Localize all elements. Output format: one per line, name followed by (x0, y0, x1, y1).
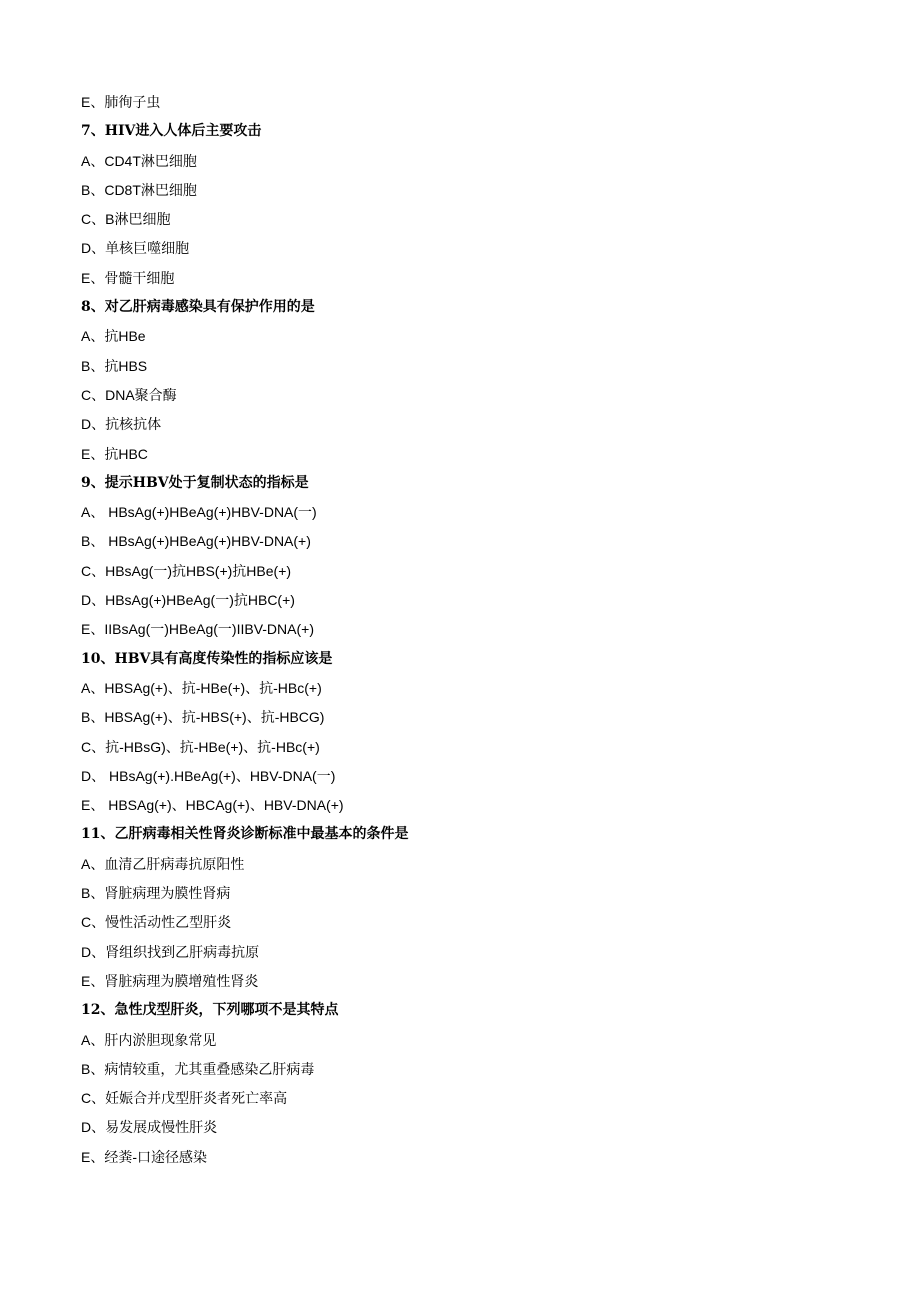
answer-option: A、肝内淤胆现象常见 (81, 1031, 217, 1048)
document-body (81, 88, 861, 1172)
answer-option: E、抗HBC (81, 445, 148, 462)
question-stem: 11、乙肝病毒相关性肾炎诊断标准中最基本的条件是 (81, 826, 409, 843)
answer-option: D、 HBsAg(+).HBeAg(+)、HBV-DNA(一) (81, 767, 336, 784)
answer-option: B、 HBsAg(+)HBeAg(+)HBV-DNA(+) (81, 533, 311, 550)
answer-option: C、DNA聚合酶 (81, 386, 177, 403)
answer-option: C、HBsAg(一)抗HBS(+)抗HBe(+) (81, 562, 292, 579)
answer-option: D、肾组织找到乙肝病毒抗原 (81, 943, 260, 960)
answer-option: B、肾脏病理为膜性肾病 (81, 885, 231, 902)
answer-option: E、骨髓干细胞 (81, 269, 175, 286)
question-stem: 8、对乙肝病毒感染具有保护作用的是 (81, 299, 315, 316)
answer-option: A、CD4T淋巴细胞 (81, 152, 197, 169)
answer-option: A、血清乙肝病毒抗原阳性 (81, 855, 245, 872)
answer-option: B、CD8T淋巴细胞 (81, 181, 197, 198)
answer-option: E、经粪-口途径感染 (81, 1148, 207, 1165)
answer-option: D、单核巨噬细胞 (81, 240, 190, 257)
answer-option: E、IIBsAg(一)HBeAg(一)IIBV-DNA(+) (81, 621, 314, 638)
answer-option: B、抗HBS (81, 357, 148, 374)
answer-option: E、肺徇子虫 (81, 94, 161, 110)
answer-option: D、HBsAg(+)HBeAg(一)抗HBC(+) (81, 592, 295, 609)
answer-option: A、 HBsAg(+)HBeAg(+)HBV-DNA(一) (81, 504, 317, 521)
answer-option: D、抗核抗体 (81, 416, 162, 433)
answer-option: C、B淋巴细胞 (81, 211, 171, 228)
answer-option: B、病情较重，尤其重叠感染乙肝病毒 (81, 1060, 315, 1077)
answer-option: E、肾脏病理为膜增殖性肾炎 (81, 972, 259, 989)
answer-option: D、易发展成慢性肝炎 (81, 1119, 218, 1136)
answer-option: A、抗HBe (81, 328, 146, 345)
question-stem: 12、急性戊型肝炎，下列哪项不是其特点 (81, 1002, 339, 1019)
answer-option: C、慢性活动性乙型肝炎 (81, 914, 232, 931)
answer-option: B、HBSAg(+)、抗-HBS(+)、抗-HBCG) (81, 709, 325, 726)
answer-option: A、HBSAg(+)、抗-HBe(+)、抗-HBc(+) (81, 679, 322, 696)
question-stem: 9、提示HBV处于复制状态的指标是 (81, 474, 309, 491)
answer-option: E、 HBSAg(+)、HBCAg(+)、HBV-DNA(+) (81, 797, 344, 814)
question-stem: 7、HIV进入人体后主要攻击 (81, 123, 262, 140)
question-stem: 10、HBV具有高度传染性的指标应该是 (81, 650, 333, 667)
answer-option: C、妊娠合并戊型肝炎者死亡率高 (81, 1090, 288, 1107)
answer-option: C、抗-HBsG)、抗-HBe(+)、抗-HBc(+) (81, 738, 320, 755)
